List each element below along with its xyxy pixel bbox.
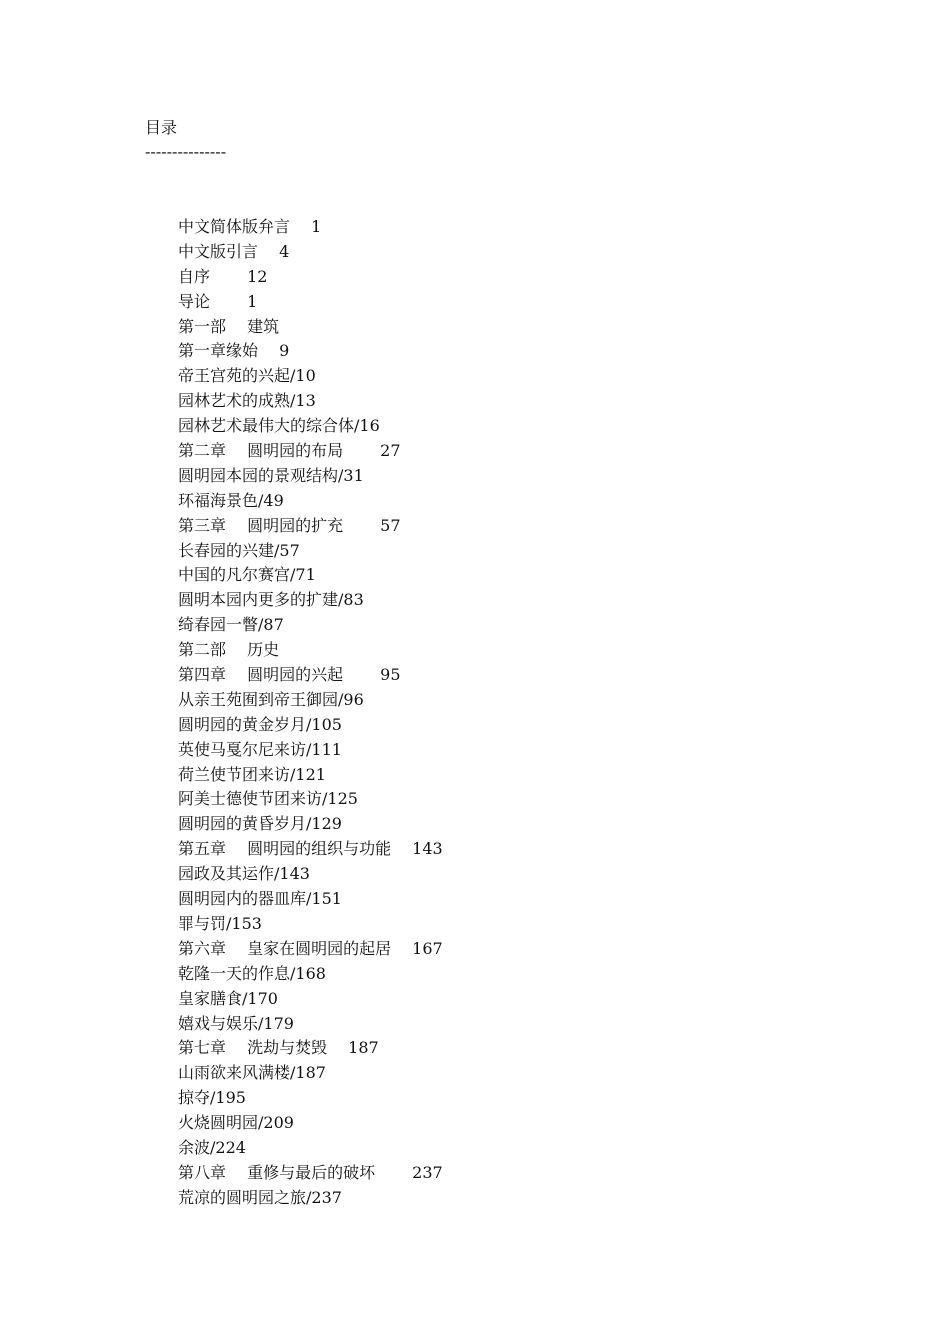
table-of-contents xyxy=(178,215,443,1211)
page-title: 目录 xyxy=(145,118,178,137)
toc-entry: 圆明本园内更多的扩建/83 xyxy=(178,590,364,610)
toc-entry: 圆明园的黄金岁月/105 xyxy=(178,714,342,734)
toc-entry: 导论 1 xyxy=(178,291,258,311)
toc-entry: 阿美士德使节团来访/125 xyxy=(178,789,358,809)
toc-entry: 园政及其运作/143 xyxy=(178,864,310,884)
toc-entry: 荒凉的圆明园之旅/237 xyxy=(178,1187,342,1207)
toc-entry: 园林艺术的成熟/13 xyxy=(178,391,316,411)
toc-entry: 中国的凡尔赛宫/71 xyxy=(178,565,316,585)
toc-entry: 绮春园一瞥/87 xyxy=(178,615,284,635)
toc-entry: 火烧圆明园/209 xyxy=(178,1113,294,1133)
toc-entry: 荷兰使节团来访/121 xyxy=(178,764,326,784)
toc-entry: 长春园的兴建/57 xyxy=(178,540,300,560)
toc-entry: 第一章缘始 9 xyxy=(178,341,290,361)
toc-entry: 第二章 圆明园的布局 27 xyxy=(178,441,401,461)
toc-entry: 掠夺/195 xyxy=(178,1088,246,1108)
toc-entry: 圆明园本园的景观结构/31 xyxy=(178,465,364,485)
toc-entry: 第三章 圆明园的扩充 57 xyxy=(178,515,401,535)
toc-entry: 乾隆一天的作息/168 xyxy=(178,963,326,983)
title-underline-rule: --------------- xyxy=(145,142,227,161)
toc-entry: 第七章 洗劫与焚毁 187 xyxy=(178,1038,379,1058)
toc-entry: 第二部 历史 xyxy=(178,640,280,660)
toc-entry: 从亲王苑囿到帝王御园/96 xyxy=(178,689,364,709)
toc-entry: 圆明园的黄昏岁月/129 xyxy=(178,814,342,834)
toc-entry: 嬉戏与娱乐/179 xyxy=(178,1013,294,1033)
toc-entry: 圆明园内的器皿库/151 xyxy=(178,889,342,909)
toc-entry: 第四章 圆明园的兴起 95 xyxy=(178,665,401,685)
toc-entry: 中文版引言 4 xyxy=(178,241,290,261)
toc-entry: 余波/224 xyxy=(178,1137,246,1157)
toc-entry: 帝王宫苑的兴起/10 xyxy=(178,366,316,386)
toc-entry: 第六章 皇家在圆明园的起居 167 xyxy=(178,938,443,958)
toc-entry: 皇家膳食/170 xyxy=(178,988,278,1008)
toc-entry: 英使马戛尔尼来访/111 xyxy=(178,739,342,759)
toc-entry: 罪与罚/153 xyxy=(178,913,262,933)
toc-entry: 第八章 重修与最后的破坏 237 xyxy=(178,1162,443,1182)
toc-entry: 山雨欲来风满楼/187 xyxy=(178,1063,326,1083)
toc-entry: 中文简体版弁言 1 xyxy=(178,217,322,236)
toc-entry: 环福海景色/49 xyxy=(178,490,284,510)
toc-entry: 第一部 建筑 xyxy=(178,316,280,336)
toc-entry: 园林艺术最伟大的综合体/16 xyxy=(178,416,380,436)
toc-entry: 自序 12 xyxy=(178,266,268,286)
toc-entry: 第五章 圆明园的组织与功能 143 xyxy=(178,839,443,859)
